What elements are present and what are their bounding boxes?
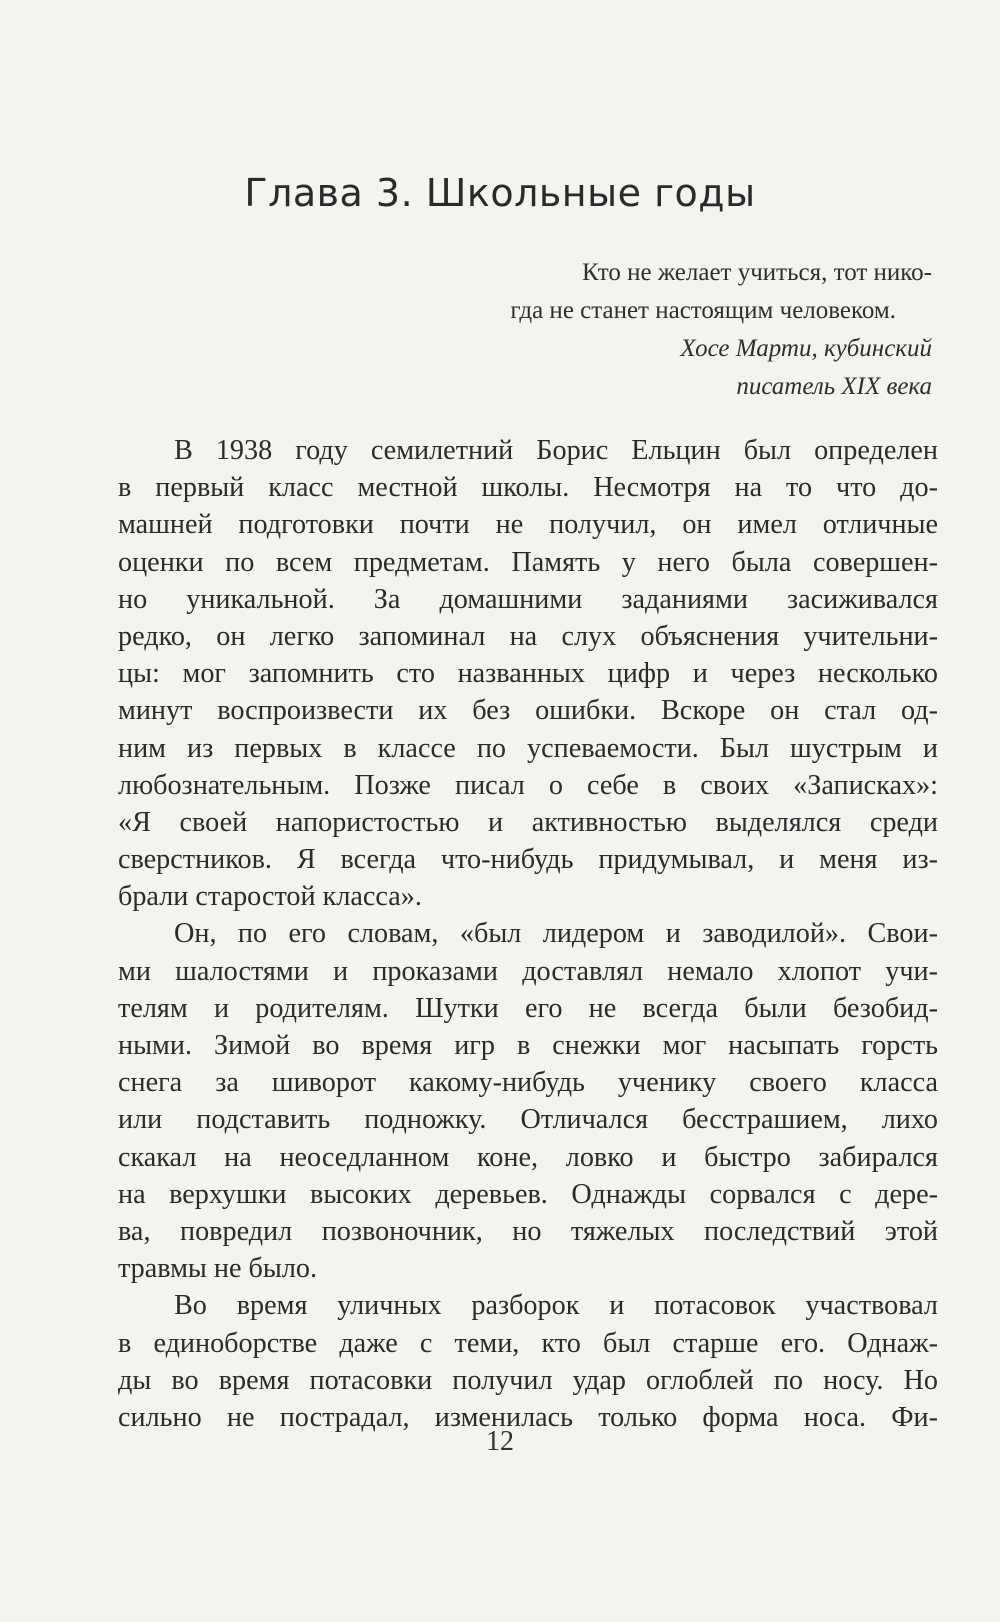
text-line: Он, по его словам, «был лидером и заводилой». Свои-: [174, 918, 938, 950]
text-line: брали старостой класса».: [118, 881, 422, 913]
text-line: оценки по всем предметам. Память у него была совершен-: [118, 546, 938, 578]
text-line: телям и родителям. Шутки его не всегда были безобид-: [118, 992, 938, 1024]
text-line: цы: мог запомнить сто названных цифр и через несколько: [118, 658, 938, 690]
text-line: в единоборстве даже с теми, кто был старше его. Однаж-: [118, 1327, 938, 1359]
epigraph: [400, 254, 932, 406]
text-line: «Я своей напористостью и активностью выделялся среди: [118, 806, 938, 838]
epigraph-author: Хосе Марти, кубинский: [680, 335, 932, 362]
text-line: на верхушки высоких деревьев. Однажды сорвался с дере-: [118, 1178, 938, 1210]
text-line: ва, повредил позвоночник, но тяжелых последствий этой: [118, 1215, 938, 1247]
page-number: 12: [486, 1426, 514, 1457]
text-line: редко, он легко запоминал на слух объяснения учительни-: [118, 620, 938, 652]
text-line: но уникальной. За домашними заданиями засиживался: [118, 583, 938, 615]
text-line: ды во время потасовки получил удар оглоблей по носу. Но: [118, 1364, 938, 1396]
text-line: или подставить подножку. Отличался бесстрашием, лихо: [118, 1104, 938, 1136]
text-line: сильно не пострадал, изменилась только форма носа. Фи-: [118, 1401, 938, 1433]
text-line: В 1938 году семилетний Борис Ельцин был определен: [174, 435, 938, 466]
text-line: любознательным. Позже писал о себе в своих «Записках»:: [118, 769, 938, 801]
epigraph-author: писатель XIX века: [736, 373, 932, 400]
text-line: снега за шиворот какому-нибудь ученику своего класса: [118, 1067, 938, 1099]
epigraph-line: гда не станет настоящим человеком.: [510, 297, 896, 324]
body-text: [118, 432, 938, 1436]
epigraph-line: Кто не желает учиться, тот нико-: [582, 259, 932, 286]
text-line: ными. Зимой во время игр в снежки мог насыпать горсть: [118, 1030, 938, 1061]
text-line: Во время уличных разборок и потасовок участвовал: [174, 1290, 938, 1322]
text-line: в первый класс местной школы. Несмотря на то что до-: [118, 472, 938, 504]
text-line: травмы не было.: [118, 1253, 318, 1285]
text-line: сверстников. Я всегда что-нибудь придумывал, и меня из-: [118, 844, 938, 876]
text-line: машней подготовки почти не получил, он имел отличные: [118, 509, 938, 541]
text-line: ми шалостями и проказами доставлял немало хлопот учи-: [118, 955, 938, 987]
text-line: ним из первых в классе по успеваемости. Был шустрым и: [118, 732, 938, 764]
chapter-title: Глава 3. Школьные годы: [244, 171, 756, 215]
text-line: минут воспроизвести их без ошибки. Вскоре он стал од-: [118, 695, 938, 727]
text-line: скакал на неоседланном коне, ловко и быстро забирался: [118, 1141, 938, 1173]
